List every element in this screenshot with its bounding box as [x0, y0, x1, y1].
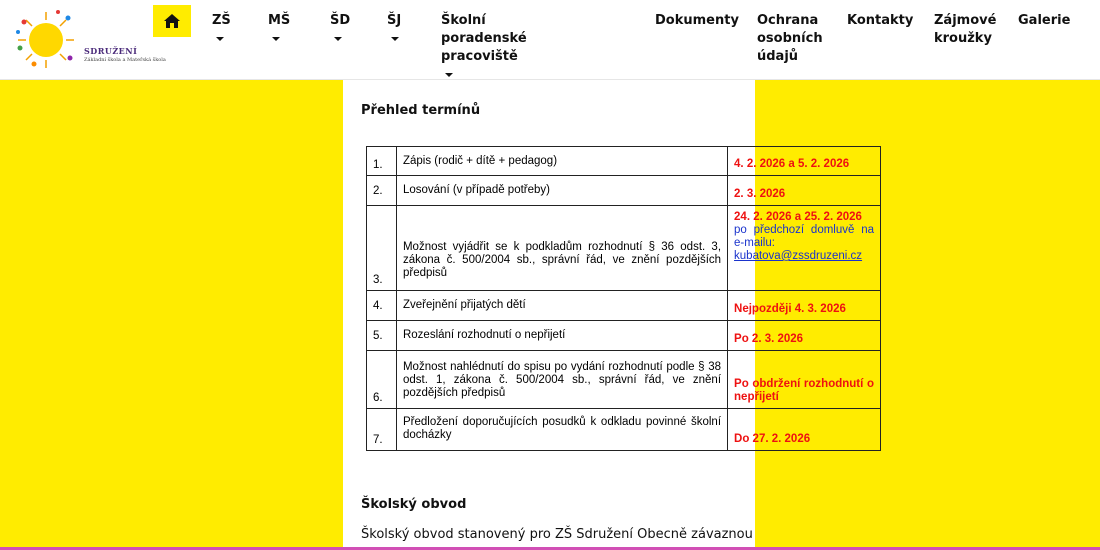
nav-zajmove-line-1: Zájmové	[934, 13, 997, 28]
nav-sj[interactable]	[387, 12, 401, 48]
row-date: Nejpozději 4. 3. 2026	[728, 291, 881, 321]
row-description: Předložení doporučujících posudků k odkladu povinné školní docházky	[396, 409, 727, 451]
row-number: 4.	[367, 291, 397, 321]
row-date-cell	[728, 206, 881, 291]
nav-ochrana-line-3: údajů	[757, 49, 799, 64]
nav-poradenske-label: Školní poradenské pracoviště	[441, 13, 527, 64]
email-link[interactable]: kubatova@zssdruzeni.cz	[734, 250, 863, 262]
row-number: 7.	[367, 409, 397, 451]
nav-ochrana[interactable]	[757, 12, 823, 66]
nav-poradenske[interactable]	[441, 12, 527, 84]
row-note: po předchozí domluvě na e-mailu:	[734, 224, 874, 249]
row-description: Zápis (rodič + dítě + pedagog)	[396, 147, 727, 176]
row-date: Do 27. 2. 2026	[728, 409, 881, 451]
row-number: 5.	[367, 321, 397, 351]
nav-zajmove-line-2: kroužky	[934, 31, 992, 46]
table-row	[367, 176, 881, 206]
row-date: 2. 3. 2026	[728, 176, 881, 206]
nav-sj-label: ŠJ	[387, 13, 402, 28]
table-row	[367, 351, 881, 409]
home-icon	[164, 14, 180, 28]
row-number: 3.	[367, 206, 397, 291]
nav-ochrana-line-1: Ochrana	[757, 13, 819, 28]
sun-logo-icon	[14, 8, 84, 72]
logo-title: SDRUŽENÍ	[84, 46, 138, 56]
nav-ms-label: MŠ	[268, 13, 291, 28]
row-description: Možnost vyjádřit se k podkladům rozhodnutí § 36 odst. 3, zákona č. 500/2004 sb., správní řád, ve znění pozdějších předpisů	[396, 206, 727, 291]
main-content	[0, 80, 1100, 550]
row-date: Po 2. 3. 2026	[728, 321, 881, 351]
home-button[interactable]	[153, 5, 191, 37]
terms-table	[366, 146, 881, 451]
row-number: 6.	[367, 351, 397, 409]
site-header	[0, 0, 1100, 80]
nav-dokumenty-label: Dokumenty	[655, 13, 739, 28]
logo-subtitle: Základní škola a Mateřská škola	[84, 57, 166, 63]
chevron-down-icon	[391, 37, 399, 41]
nav-ms[interactable]	[268, 12, 290, 48]
nav-sd[interactable]	[330, 12, 350, 48]
nav-sd-label: ŠD	[330, 13, 351, 28]
obvod-paragraph: Školský obvod stanovený pro ZŠ Sdružení Obecně závaznou	[361, 527, 753, 542]
chevron-down-icon	[334, 37, 342, 41]
nav-kontakty-label: Kontakty	[847, 13, 914, 28]
nav-zs[interactable]	[212, 12, 231, 48]
row-description: Možnost nahlédnutí do spisu po vydání rozhodnutí podle § 38 odst. 1, zákona č. 500/2004 sb., správní řád, ve znění pozdějších předpisů	[396, 351, 727, 409]
table-row	[367, 147, 881, 176]
nav-ochrana-line-2: osobních	[757, 31, 823, 46]
table-row	[367, 291, 881, 321]
row-description: Losování (v případě potřeby)	[396, 176, 727, 206]
nav-kontakty[interactable]	[847, 12, 913, 30]
row-number: 2.	[367, 176, 397, 206]
nav-dokumenty[interactable]	[655, 12, 739, 30]
table-row	[367, 409, 881, 451]
school-logo[interactable]	[14, 8, 164, 72]
nav-galerie[interactable]	[1018, 12, 1070, 30]
table-row	[367, 206, 881, 291]
nav-zs-label: ZŠ	[212, 13, 231, 28]
nav-galerie-label: Galerie	[1018, 13, 1071, 28]
chevron-down-icon	[272, 37, 280, 41]
row-date: 24. 2. 2026 a 25. 2. 2026	[734, 211, 862, 223]
row-date: Po obdržení rozhodnutí o nepřijetí	[728, 351, 881, 409]
terms-heading: Přehled termínů	[361, 103, 481, 118]
chevron-down-icon	[216, 37, 224, 41]
row-description: Zveřejnění přijatých dětí	[396, 291, 727, 321]
nav-zajmove[interactable]	[934, 12, 996, 48]
row-description: Rozeslání rozhodnutí o nepřijetí	[396, 321, 727, 351]
row-date: 4. 2. 2026 a 5. 2. 2026	[728, 147, 881, 176]
table-row	[367, 321, 881, 351]
obvod-heading: Školský obvod	[361, 497, 467, 512]
row-number: 1.	[367, 147, 397, 176]
logo-text	[84, 46, 166, 63]
chevron-down-icon	[445, 73, 453, 77]
